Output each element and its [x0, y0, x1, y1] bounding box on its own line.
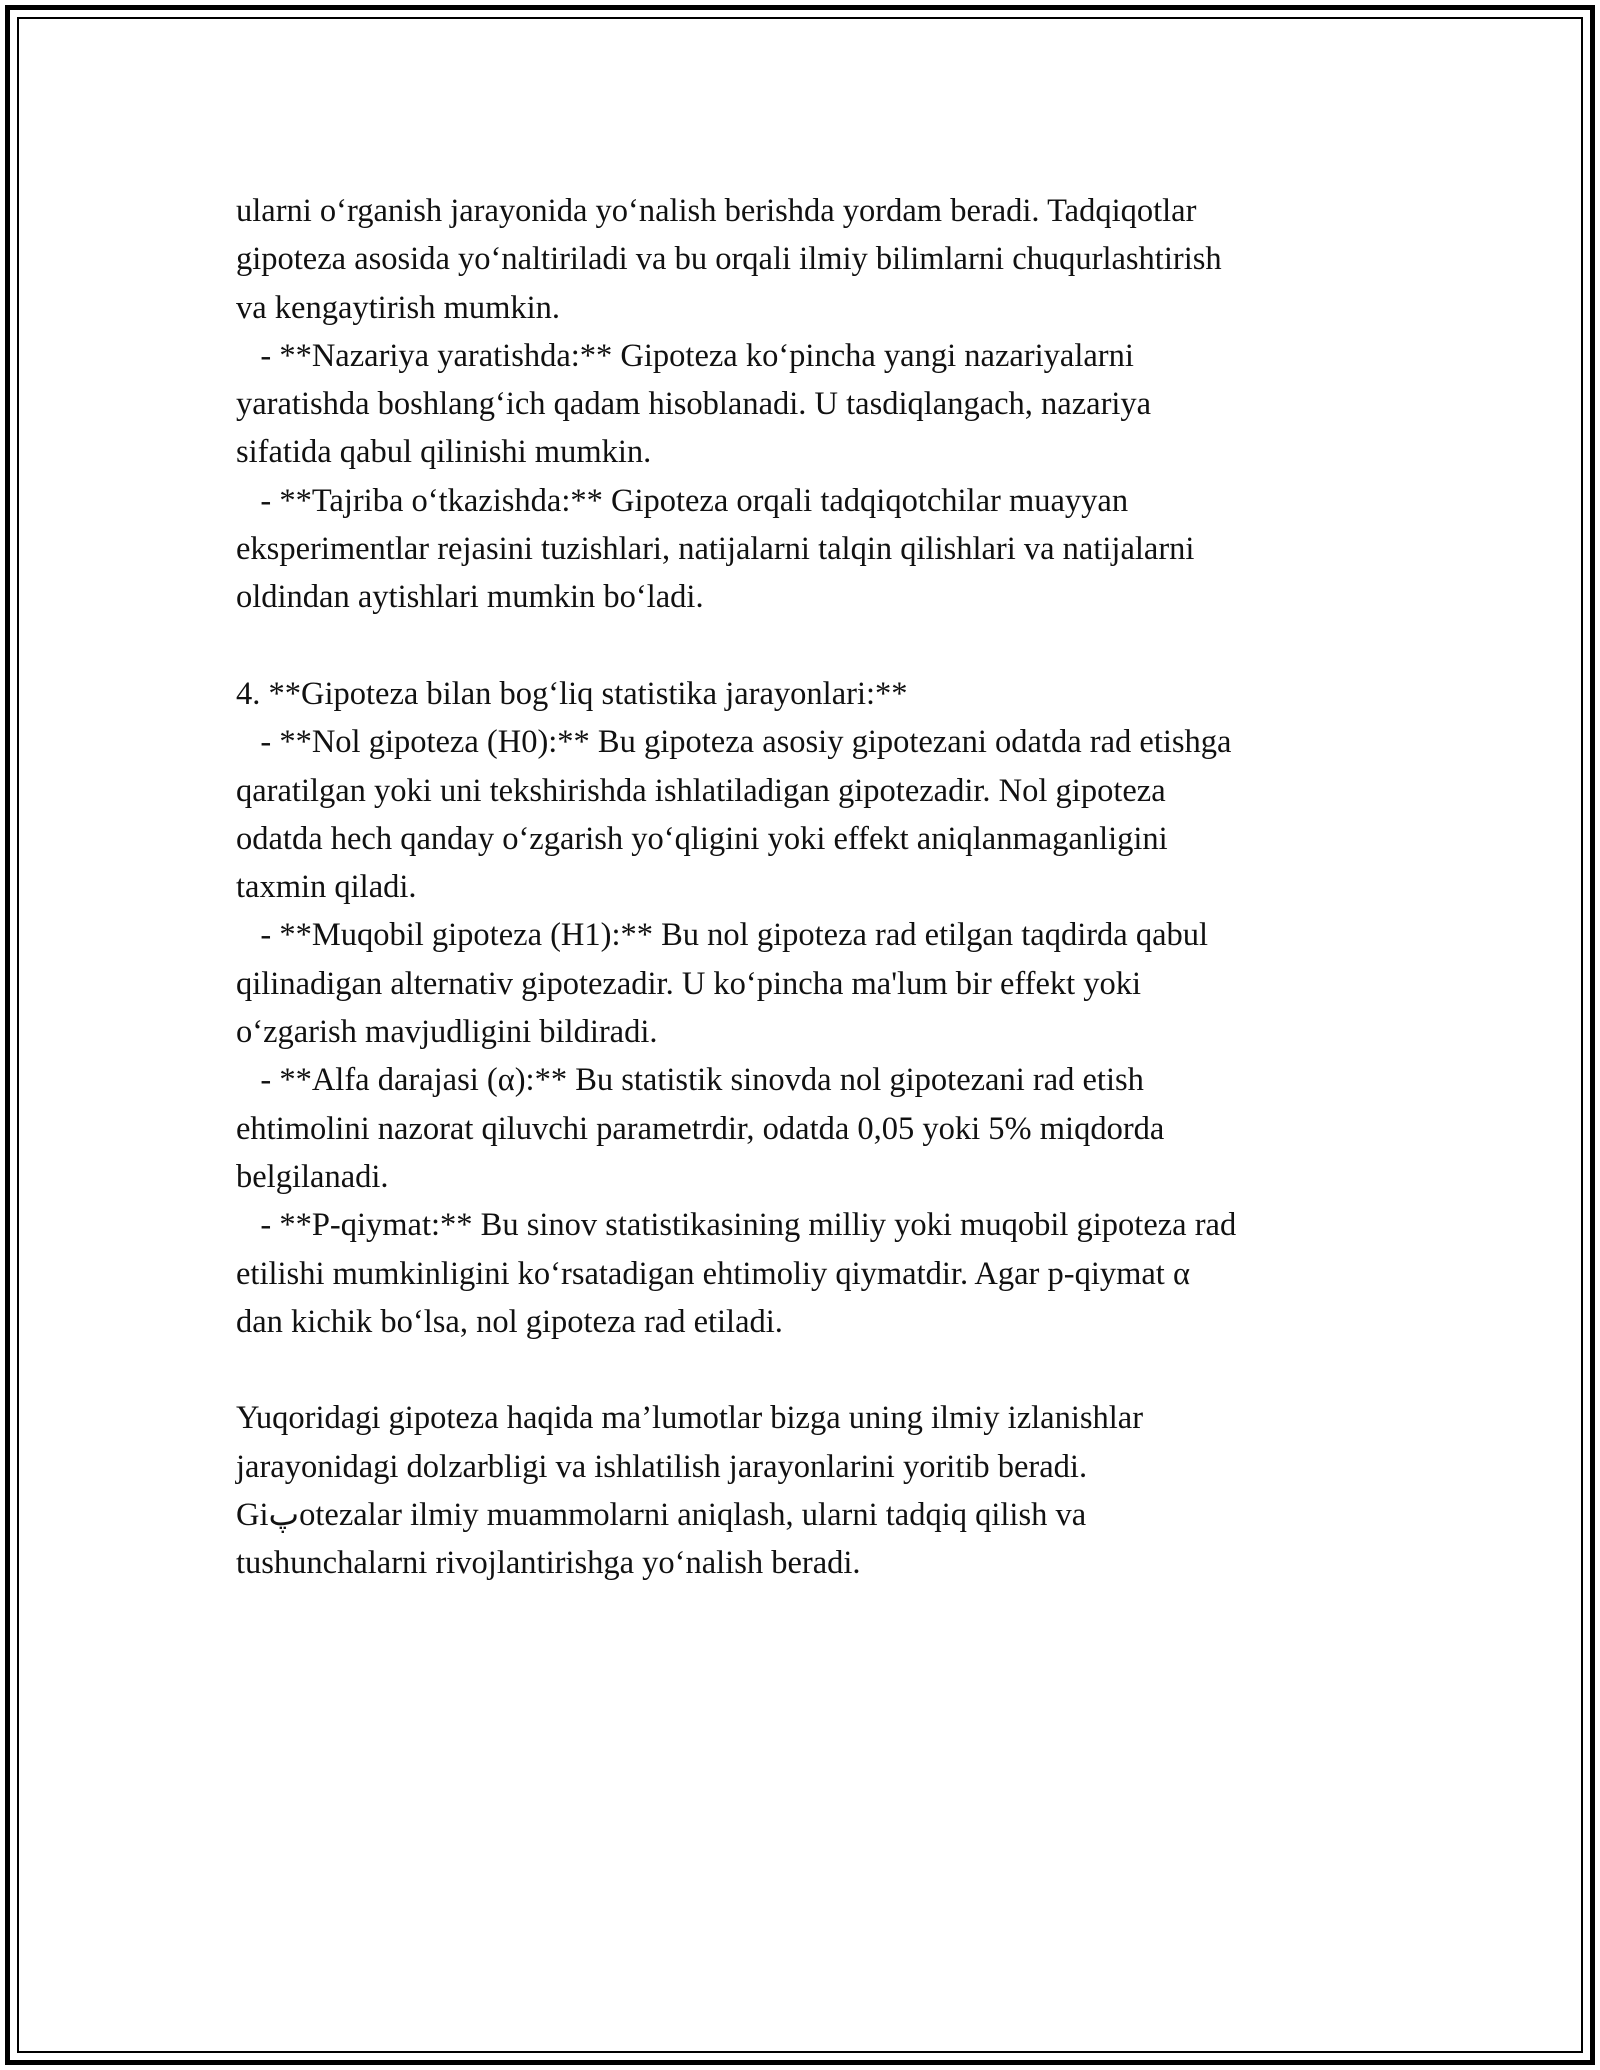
text-line: taxmin qiladi. — [236, 869, 417, 906]
text-line: dan kichik bo‘lsa, nol gipoteza rad etiladi. — [236, 1303, 783, 1340]
text-line: eksperimentlar rejasini tuzishlari, natijalarni talqin qilishlari va natijalarni — [236, 531, 1195, 568]
document-body — [236, 187, 1386, 1588]
text-line: qilinadigan alternativ gipotezadir. U ko‘pincha ma'lum bir effekt yoki — [236, 965, 1142, 1002]
text-line: - **Muqobil gipoteza (H1):** Bu nol gipoteza rad etilgan taqdirda qabul — [236, 917, 1209, 954]
text-line: jarayonidagi dolzarbligi va ishlatilish jarayonlarini yoritib beradi. — [236, 1448, 1088, 1485]
text-line: oldindan aytishlari mumkin bo‘ladi. — [236, 579, 704, 616]
text-line: - **Tajriba o‘tkazishda:** Gipoteza orqali tadqiqotchilar muayyan — [236, 482, 1129, 519]
text-line: etilishi mumkinligini ko‘rsatadigan ehtimoliy qiymatdir. Agar p-qiymat α — [236, 1255, 1190, 1292]
text-line: - **Nol gipoteza (H0):** Bu gipoteza asosiy gipotezani odatda rad etishga — [236, 724, 1232, 761]
text-line: - **Alfa darajasi (α):** Bu statistik sinovda nol gipotezani rad etish — [236, 1062, 1144, 1099]
text-line: belgilanadi. — [236, 1158, 389, 1195]
section-heading: 4. **Gipoteza bilan bog‘liq statistika jarayonlari:** — [236, 675, 908, 712]
text-line: yaratishda boshlang‘ich qadam hisoblanadi. U tasdiqlangach, nazariya — [236, 386, 1152, 423]
text-line: o‘zgarish mavjudligini bildiradi. — [236, 1014, 658, 1051]
text-line: sifatida qabul qilinishi mumkin. — [236, 434, 652, 471]
text-line: Yuqoridagi gipoteza haqida ma’lumotlar bizga uning ilmiy izlanishlar — [236, 1400, 1144, 1437]
text-line: ularni o‘rganish jarayonida yo‘nalish berishda yordam beradi. Tadqiqotlar — [236, 193, 1197, 229]
text-line: qaratilgan yoki uni tekshirishda ishlatiladigan gipotezadir. Nol gipoteza — [236, 772, 1166, 809]
text-line: odatda hech qanday o‘zgarish yo‘qligini yoki effekt aniqlanmaganligini — [236, 820, 1168, 857]
text-line: va kengaytirish mumkin. — [236, 289, 561, 326]
text-line: gipoteza asosida yo‘naltiriladi va bu orqali ilmiy bilimlarni chuqurlashtirish — [236, 241, 1222, 278]
text-line: ehtimolini nazorat qiluvchi parametrdir, odatda 0,05 yoki 5% miqdorda — [236, 1110, 1165, 1147]
text-line: - **Nazariya yaratishda:** Gipoteza ko‘pincha yangi nazariyalarni — [236, 337, 1134, 374]
paragraph-spacer — [236, 1346, 1386, 1394]
text-line: Giپotezalar ilmiy muammolarni aniqlash, ularni tadqiq qilish va — [236, 1497, 1087, 1534]
text-line: tushunchalarni rivojlantirishga yo‘nalish beradi. — [236, 1545, 861, 1582]
paragraph-spacer — [236, 622, 1386, 670]
text-line: - **P-qiymat:** Bu sinov statistikasining milliy yoki muqobil gipoteza rad — [236, 1207, 1237, 1244]
